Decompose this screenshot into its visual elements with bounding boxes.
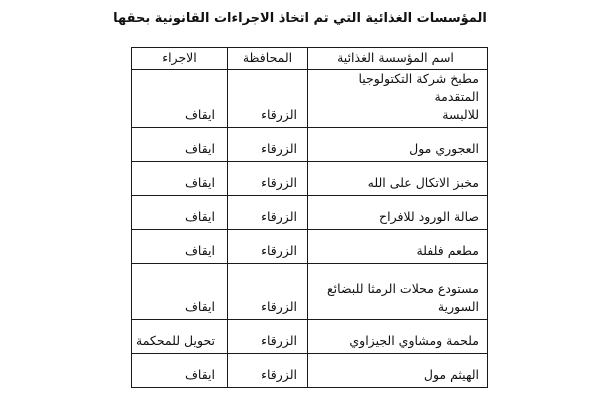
header-action: الاجراء: [132, 48, 228, 70]
establishment-name-cell: [308, 70, 488, 128]
action-cell: ايقاف: [132, 128, 228, 162]
table-row: [132, 230, 488, 264]
establishment-name-cell: صالة الورود للافراح: [308, 196, 488, 230]
governorate-cell: الزرقاء: [228, 162, 308, 196]
establishment-name-cell: [308, 264, 488, 320]
table-row: [132, 354, 488, 388]
governorate-cell: الزرقاء: [228, 230, 308, 264]
governorate-cell: الزرقاء: [228, 320, 308, 354]
action-cell: ايقاف: [132, 230, 228, 264]
table-row: [132, 320, 488, 354]
governorate-cell: الزرقاء: [228, 196, 308, 230]
governorate-cell: الزرقاء: [228, 70, 308, 128]
establishment-name-cell: مخبز الاتكال على الله: [308, 162, 488, 196]
table-row: [132, 196, 488, 230]
establishment-name-cell: ملحمة ومشاوي الجيزاوي: [308, 320, 488, 354]
table-row: [132, 162, 488, 196]
table-header-row: [132, 48, 488, 70]
table-row: [132, 264, 488, 320]
action-cell: ايقاف: [132, 70, 228, 128]
establishment-name-cell: العجوري مول: [308, 128, 488, 162]
table-row: [132, 128, 488, 162]
governorate-cell: الزرقاء: [228, 128, 308, 162]
establishment-name-cell: الهيثم مول: [308, 354, 488, 388]
action-cell: تحويل للمحكمة: [132, 320, 228, 354]
header-establishment-name: اسم المؤسسة الغذائية: [308, 48, 488, 70]
action-cell: ايقاف: [132, 354, 228, 388]
establishment-name-line: للالبسة: [442, 107, 479, 122]
action-cell: ايقاف: [132, 196, 228, 230]
document-title: المؤسسات الغذائية التي تم اتخاذ الاجراءات القانونية بحقها: [113, 11, 487, 26]
establishment-name-cell: مطعم فلفلة: [308, 230, 488, 264]
governorate-cell: الزرقاء: [228, 264, 308, 320]
governorate-cell: الزرقاء: [228, 354, 308, 388]
action-cell: ايقاف: [132, 264, 228, 320]
table-row: [132, 70, 488, 128]
establishment-name-line: السورية: [437, 299, 479, 314]
establishment-name-line: مستودع محلات الرمثا للبضائع: [327, 281, 479, 296]
header-governorate: المحافظة: [228, 48, 308, 70]
legal-actions-table: [131, 47, 488, 388]
establishment-name-line: مطبخ شركة التكتولوجيا المتقدمة: [358, 71, 479, 104]
legal-actions-table-container: [131, 47, 479, 388]
action-cell: ايقاف: [132, 162, 228, 196]
